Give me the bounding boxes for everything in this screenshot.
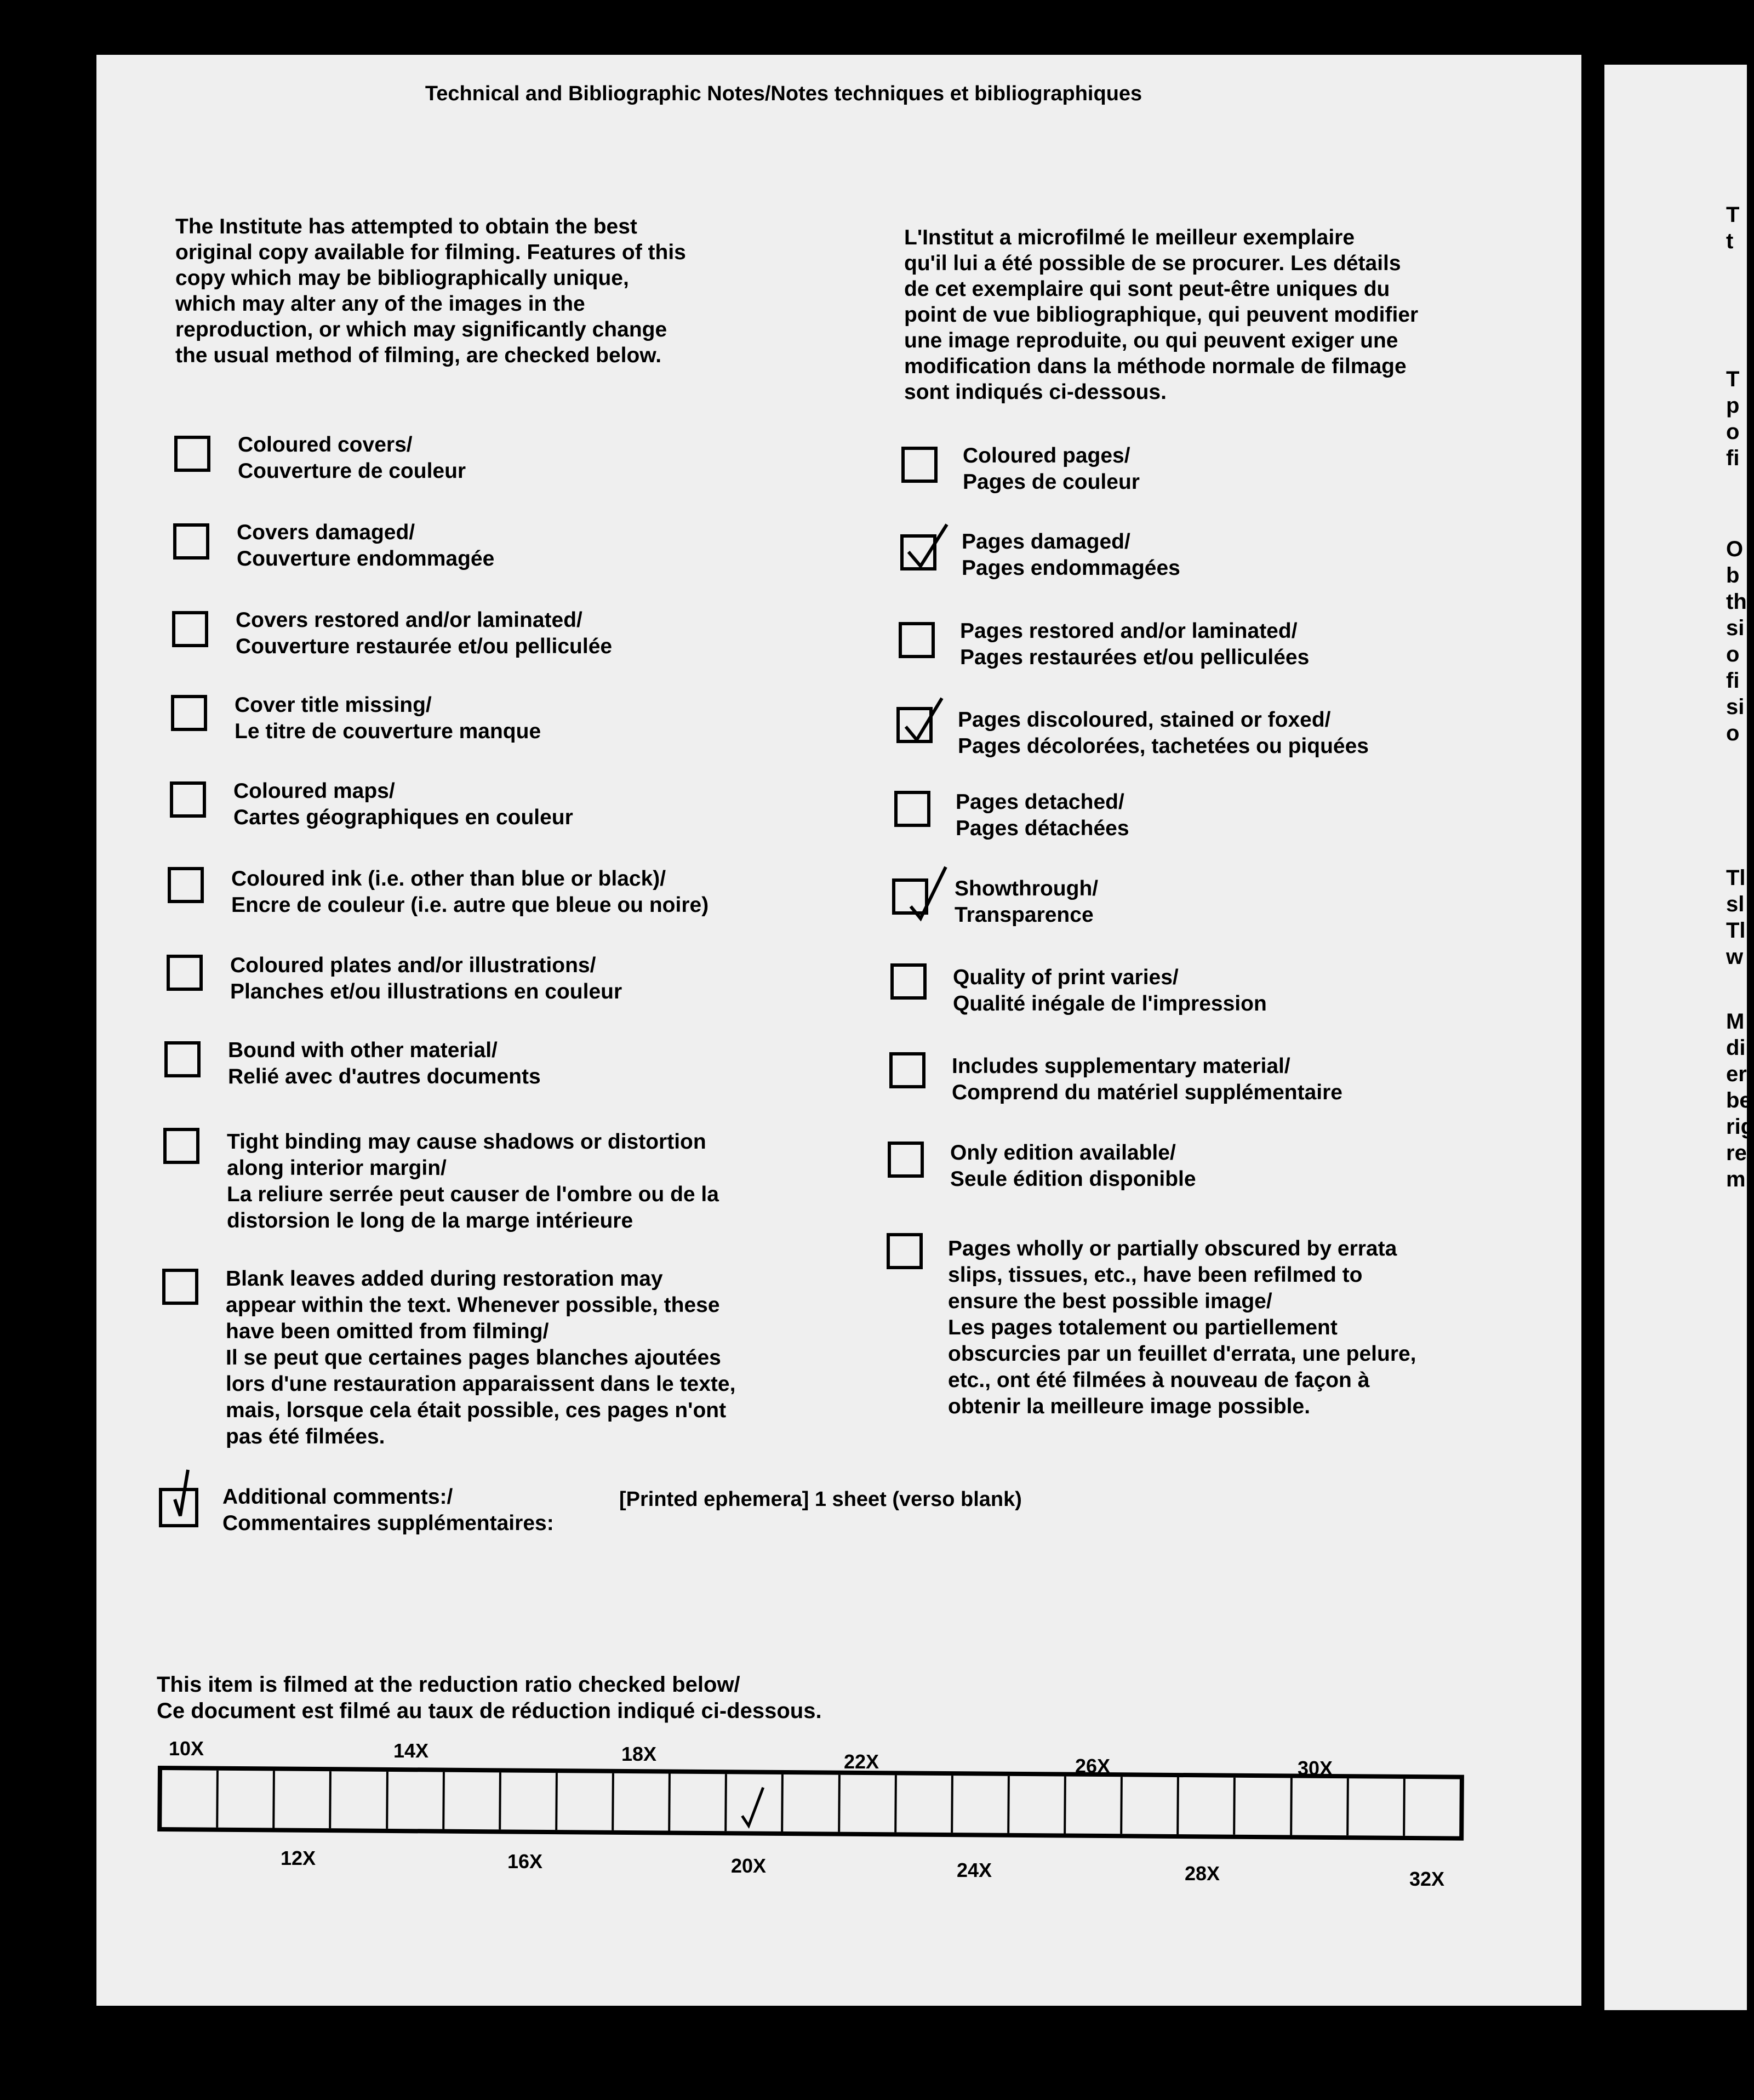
ratio-label-20x: 20X bbox=[731, 1854, 767, 1877]
intro-french: L'Institut a microfilmé le meilleur exemplaire qu'il lui a été possible de se procurer. Les détails de cet exemplaire qui sont peut-être uniques du point de vue bibliographique, qui peuvent modifier une image reproduite, ou qui peuvent exiger une modification dans la méthode normale de filmage sont indiqués ci-dessous. bbox=[904, 226, 1419, 404]
ratio-label-24x: 24X bbox=[957, 1859, 992, 1881]
edge-text: sl bbox=[1726, 892, 1745, 916]
ratio-cell-23x[interactable] bbox=[896, 1775, 953, 1833]
additional-comment-text: [Printed ephemera] 1 sheet (verso blank) bbox=[619, 1488, 1022, 1511]
label-coloured-pages: Coloured pages/ Pages de couleur bbox=[963, 444, 1140, 494]
ratio-cell-18x[interactable] bbox=[614, 1773, 671, 1831]
label-bound-with: Bound with other material/ Relié avec d'autres documents bbox=[228, 1038, 541, 1088]
ratio-label-18x: 18X bbox=[621, 1743, 657, 1765]
label-pages-detached: Pages detached/ Pages détachées bbox=[956, 790, 1129, 840]
label-cover-title-missing: Cover title missing/ Le titre de couverture manque bbox=[235, 693, 541, 743]
checkbox-pages-restored[interactable] bbox=[899, 622, 935, 658]
ratio-cell-13x[interactable] bbox=[332, 1771, 388, 1829]
edge-text: o bbox=[1726, 721, 1740, 745]
edge-text: di bbox=[1726, 1036, 1746, 1060]
edge-text: w bbox=[1726, 945, 1744, 969]
edge-text: m bbox=[1726, 1167, 1746, 1191]
checkbox-errata[interactable] bbox=[887, 1233, 923, 1269]
ratio-cell-16x[interactable] bbox=[501, 1772, 558, 1830]
ratio-label-12x: 12X bbox=[281, 1847, 316, 1869]
ratio-label-26x: 26X bbox=[1075, 1755, 1111, 1777]
ratio-label-22x: 22X bbox=[844, 1750, 879, 1773]
edge-text: rig bbox=[1726, 1115, 1754, 1139]
label-covers-damaged: Covers damaged/ Couverture endommagée bbox=[237, 521, 495, 570]
checkbox-only-edition[interactable] bbox=[888, 1142, 924, 1178]
edge-text: re bbox=[1726, 1141, 1747, 1165]
label-blank-leaves: Blank leaves added during restoration may appear within the text. Whenever possible, these have been omitted from filming/ Il se peut que certaines pages blanches ajoutées lors d'une restauration apparaissent dans le texte, mais, lorsque cela était possible, ces pages n'ont pas été filmées. bbox=[226, 1267, 736, 1448]
checkmark-icon bbox=[738, 1782, 771, 1831]
ratio-cell-26x[interactable] bbox=[1066, 1777, 1123, 1834]
checkbox-pages-detached[interactable] bbox=[894, 791, 930, 827]
ratio-cell-28x[interactable] bbox=[1179, 1777, 1236, 1835]
label-errata: Pages wholly or partially obscured by errata slips, tissues, etc., have been refilmed to ensure the best possible image/ Les pages totalement ou partiellement obscurcies par un feuillet d'errata, une pelure, etc., ont été filmées à nouveau de façon à obtenir la meilleure image possible. bbox=[948, 1237, 1416, 1418]
label-tight-binding: Tight binding may cause shadows or distortion along interior margin/ La reliure serrée peut causer de l'ombre ou de la distorsion le long de la marge intérieure bbox=[227, 1130, 719, 1232]
edge-text: b bbox=[1726, 563, 1740, 587]
ratio-cell-17x[interactable] bbox=[557, 1773, 614, 1830]
checkbox-covers-damaged[interactable] bbox=[173, 523, 209, 560]
checkbox-coloured-plates[interactable] bbox=[167, 955, 203, 991]
checkbox-covers-restored[interactable] bbox=[172, 611, 208, 647]
checkbox-coloured-ink[interactable] bbox=[168, 867, 204, 903]
checkbox-bound-with[interactable] bbox=[164, 1041, 201, 1077]
ratio-label-16x: 16X bbox=[507, 1850, 543, 1873]
label-coloured-covers: Coloured covers/ Couverture de couleur bbox=[238, 433, 466, 483]
reduction-ratio-grid bbox=[157, 1766, 1464, 1841]
edge-text: fi bbox=[1726, 669, 1740, 693]
label-pages-damaged: Pages damaged/ Pages endommagées bbox=[962, 530, 1180, 580]
ratio-cell-11x[interactable] bbox=[218, 1771, 275, 1828]
ratio-label-30x: 30X bbox=[1298, 1757, 1333, 1779]
edge-text: si bbox=[1726, 695, 1745, 719]
reduction-line-1: This item is filmed at the reduction ratio checked below/ bbox=[157, 1673, 740, 1697]
label-pages-discoloured: Pages discoloured, stained or foxed/ Pages décolorées, tachetées ou piquées bbox=[958, 708, 1369, 758]
ratio-label-28x: 28X bbox=[1185, 1862, 1220, 1885]
edge-text: M bbox=[1726, 1009, 1745, 1034]
ratio-label-14x: 14X bbox=[393, 1739, 429, 1762]
reduction-line-2: Ce document est filmé au taux de réduction indiqué ci-dessous. bbox=[157, 1699, 822, 1723]
checkbox-coloured-pages[interactable] bbox=[901, 447, 938, 483]
checkbox-supplementary[interactable] bbox=[889, 1052, 925, 1088]
edge-text: Tl bbox=[1726, 866, 1746, 890]
ratio-cell-14x[interactable] bbox=[388, 1772, 445, 1829]
checkmark-icon bbox=[892, 860, 963, 926]
checkmark-icon bbox=[162, 1462, 205, 1528]
ratio-cell-27x[interactable] bbox=[1122, 1777, 1179, 1834]
ratio-cell-10x[interactable] bbox=[162, 1770, 219, 1828]
ratio-cell-31x[interactable] bbox=[1349, 1778, 1406, 1836]
edge-text: be bbox=[1726, 1088, 1752, 1112]
checkbox-coloured-covers[interactable] bbox=[174, 436, 210, 472]
label-coloured-plates: Coloured plates and/or illustrations/ Planches et/ou illustrations en couleur bbox=[230, 954, 622, 1003]
label-coloured-ink: Coloured ink (i.e. other than blue or black)/ Encre de couleur (i.e. autre que bleue ou noire) bbox=[231, 867, 709, 917]
edge-text: o bbox=[1726, 420, 1740, 444]
ratio-cell-21x[interactable] bbox=[784, 1774, 841, 1832]
ratio-cell-15x[interactable] bbox=[444, 1772, 501, 1830]
checkbox-cover-title-missing[interactable] bbox=[171, 695, 207, 731]
label-pages-restored: Pages restored and/or laminated/ Pages restaurées et/ou pelliculées bbox=[960, 619, 1310, 669]
adjacent-page-edge bbox=[1604, 65, 1747, 2010]
checkbox-print-quality[interactable] bbox=[890, 963, 927, 1000]
checkbox-coloured-maps[interactable] bbox=[170, 781, 206, 818]
checkbox-blank-leaves[interactable] bbox=[162, 1269, 198, 1305]
label-supplementary: Includes supplementary material/ Comprend du matériel supplémentaire bbox=[952, 1054, 1342, 1104]
edge-text: fi bbox=[1726, 446, 1740, 470]
ratio-cell-22x[interactable] bbox=[840, 1775, 897, 1833]
label-additional-comments: Additional comments:/ Commentaires supplémentaires: bbox=[222, 1485, 554, 1535]
checkmark-icon bbox=[899, 518, 959, 578]
ratio-cell-20x[interactable] bbox=[727, 1774, 784, 1831]
edge-text: si bbox=[1726, 616, 1745, 640]
label-covers-restored: Covers restored and/or laminated/ Couverture restaurée et/ou pelliculée bbox=[236, 608, 613, 658]
label-showthrough: Showthrough/ Transparence bbox=[955, 877, 1099, 927]
ratio-cell-12x[interactable] bbox=[275, 1771, 332, 1828]
ratio-cell-19x[interactable] bbox=[670, 1774, 727, 1831]
label-print-quality: Quality of print varies/ Qualité inégale de l'impression bbox=[953, 966, 1267, 1015]
ratio-label-32x: 32X bbox=[1409, 1868, 1445, 1890]
ratio-label-10x: 10X bbox=[169, 1737, 204, 1760]
label-only-edition: Only edition available/ Seule édition disponible bbox=[950, 1141, 1196, 1191]
edge-text: T bbox=[1726, 203, 1740, 227]
edge-text: o bbox=[1726, 642, 1740, 666]
ratio-cell-30x[interactable] bbox=[1292, 1778, 1349, 1835]
ratio-cell-29x[interactable] bbox=[1236, 1778, 1293, 1835]
checkmark-icon bbox=[895, 691, 955, 751]
label-coloured-maps: Coloured maps/ Cartes géographiques en couleur bbox=[233, 779, 573, 829]
edge-text: Tl bbox=[1726, 918, 1746, 943]
edge-text: er bbox=[1726, 1062, 1747, 1086]
edge-text: th bbox=[1726, 590, 1747, 614]
edge-text: p bbox=[1726, 393, 1740, 418]
ratio-cell-25x[interactable] bbox=[1009, 1776, 1066, 1834]
ratio-cell-32x[interactable] bbox=[1405, 1779, 1460, 1836]
checkbox-tight-binding[interactable] bbox=[163, 1128, 199, 1164]
edge-text: T bbox=[1726, 367, 1740, 391]
page-title: Technical and Bibliographic Notes/Notes techniques et bibliographiques bbox=[425, 82, 1142, 105]
edge-text: O bbox=[1726, 537, 1744, 561]
ratio-cell-24x[interactable] bbox=[953, 1776, 1010, 1833]
intro-english: The Institute has attempted to obtain the best original copy available for filming. Features of this copy which may be bibliographically unique, which may alter any of the images in the reproduction, or which may significantly change the usual method of filming, are checked below. bbox=[175, 215, 686, 367]
edge-text: t bbox=[1726, 229, 1734, 253]
